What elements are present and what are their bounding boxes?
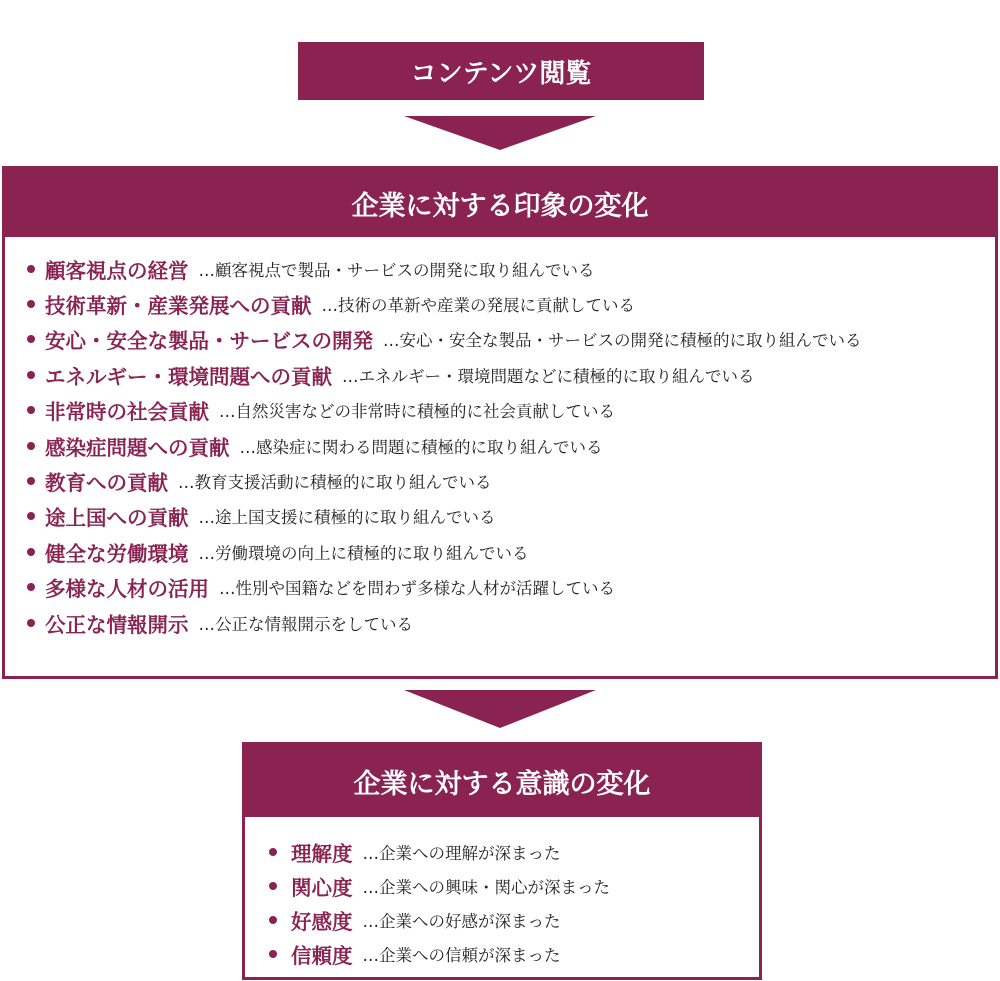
awareness-desc: …企業への信頼が深まった bbox=[362, 946, 561, 965]
awareness-item bbox=[269, 835, 759, 869]
bullet-dot-icon bbox=[269, 882, 277, 890]
impression-change-title: 企業に対する印象の変化 bbox=[351, 190, 649, 222]
impression-desc: …労働環境の向上に積極的に取り組んでいる bbox=[198, 543, 529, 563]
impression-desc: …途上国支援に積極的に取り組んでいる bbox=[198, 508, 496, 528]
bullet-dot-icon bbox=[27, 548, 35, 556]
bullet-dot-icon bbox=[27, 442, 35, 450]
impression-term: 教育への貢献 bbox=[45, 471, 168, 496]
bullet-dot-icon bbox=[27, 477, 35, 485]
impression-desc: …自然災害などの非常時に積極的に社会貢献している bbox=[219, 402, 615, 422]
awareness-desc: …企業への好感が深まった bbox=[362, 912, 561, 931]
bullet-dot-icon bbox=[27, 265, 35, 273]
impression-term: エネルギー・環境問題への貢献 bbox=[45, 364, 332, 389]
impression-item bbox=[27, 286, 995, 321]
awareness-change-panel bbox=[242, 742, 762, 980]
impression-desc: …公正な情報開示をしている bbox=[198, 614, 413, 634]
bullet-dot-icon bbox=[269, 950, 277, 958]
bullet-dot-icon bbox=[27, 619, 35, 627]
impression-desc: …顧客視点で製品・サービスの開発に取り組んでいる bbox=[198, 260, 595, 280]
awareness-item bbox=[269, 937, 759, 971]
impression-desc: …教育支援活動に積極的に取り組んでいる bbox=[178, 473, 492, 493]
impression-item bbox=[27, 570, 995, 605]
awareness-item bbox=[269, 903, 759, 937]
impression-term: 非常時の社会貢献 bbox=[45, 400, 209, 425]
impression-change-panel bbox=[2, 166, 998, 679]
impression-item bbox=[27, 393, 995, 428]
bullet-dot-icon bbox=[27, 512, 35, 520]
awareness-list bbox=[245, 817, 759, 971]
arrow-down-icon bbox=[404, 116, 596, 150]
bullet-dot-icon bbox=[27, 335, 35, 343]
impression-item bbox=[27, 463, 995, 498]
impression-change-header bbox=[5, 169, 995, 237]
impression-desc: …技術の革新や産業の発展に貢献している bbox=[321, 296, 635, 316]
impression-term: 感染症問題への貢献 bbox=[45, 435, 230, 460]
bullet-dot-icon bbox=[27, 300, 35, 308]
impression-desc: …性別や国籍などを問わず多様な人材が活躍している bbox=[219, 579, 615, 599]
awareness-desc: …企業への興味・関心が深まった bbox=[362, 878, 610, 897]
impression-item bbox=[27, 499, 995, 534]
impression-item bbox=[27, 534, 995, 569]
awareness-change-header bbox=[245, 745, 759, 817]
impression-term: 途上国への貢献 bbox=[45, 506, 189, 531]
impression-list bbox=[5, 237, 995, 640]
impression-item bbox=[27, 357, 995, 392]
impression-term: 多様な人材の活用 bbox=[45, 577, 209, 602]
awareness-change-title: 企業に対する意識の変化 bbox=[353, 768, 651, 800]
awareness-term: 信頼度 bbox=[291, 944, 353, 968]
awareness-desc: …企業への理解が深まった bbox=[362, 844, 561, 863]
awareness-term: 好感度 bbox=[291, 910, 353, 934]
impression-term: 健全な労働環境 bbox=[45, 541, 189, 566]
bullet-dot-icon bbox=[269, 848, 277, 856]
bullet-dot-icon bbox=[27, 371, 35, 379]
impression-desc: …感染症に関わる問題に積極的に取り組んでいる bbox=[239, 437, 603, 457]
bullet-dot-icon bbox=[269, 916, 277, 924]
impression-item bbox=[27, 322, 995, 357]
bullet-dot-icon bbox=[27, 406, 35, 414]
impression-term: 公正な情報開示 bbox=[45, 612, 189, 637]
impression-desc: …安心・安全な製品・サービスの開発に積極的に取り組んでいる bbox=[383, 331, 862, 351]
bullet-dot-icon bbox=[27, 583, 35, 591]
impression-item bbox=[27, 605, 995, 640]
arrow-down-icon bbox=[404, 690, 596, 728]
impression-term: 安心・安全な製品・サービスの開発 bbox=[45, 329, 373, 354]
impression-desc: …エネルギー・環境問題などに積極的に取り組んでいる bbox=[342, 366, 755, 386]
impression-item bbox=[27, 251, 995, 286]
content-browsing-label: コンテンツ閲覧 bbox=[410, 58, 592, 89]
awareness-term: 関心度 bbox=[291, 876, 353, 900]
awareness-item bbox=[269, 869, 759, 903]
impression-term: 技術革新・産業発展への貢献 bbox=[45, 294, 312, 319]
content-browsing-box bbox=[298, 42, 704, 100]
impression-item bbox=[27, 428, 995, 463]
awareness-term: 理解度 bbox=[291, 842, 353, 866]
impression-term: 顧客視点の経営 bbox=[45, 258, 189, 283]
